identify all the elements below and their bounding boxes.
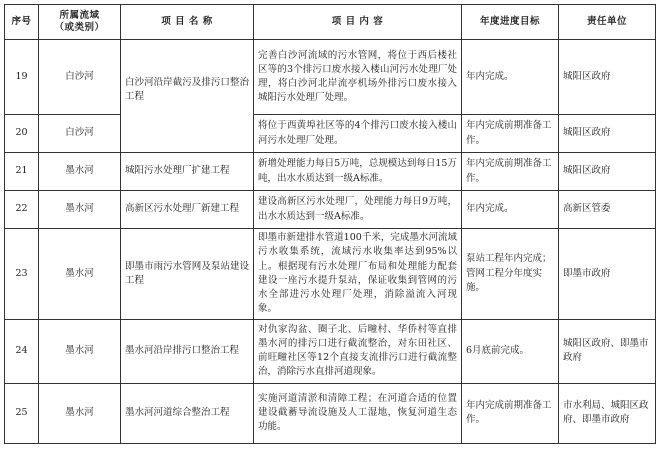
row-no: 19	[5, 40, 39, 115]
row-target: 泵站工程年内完成；管网工程分年度实施。	[462, 229, 559, 320]
row-basin: 白沙河	[39, 115, 121, 153]
row-basin: 墨水河	[39, 383, 121, 443]
row-no: 24	[5, 319, 39, 383]
table-row	[5, 319, 656, 383]
row-basin: 墨水河	[39, 191, 121, 229]
header-content: 项 目 内 容	[254, 5, 462, 40]
header-row	[5, 5, 656, 40]
row-no: 25	[5, 383, 39, 443]
row-basin: 墨水河	[39, 153, 121, 191]
header-no: 序号	[5, 5, 39, 40]
row-target: 年内完成前期准备工作。	[462, 383, 559, 443]
row-unit: 城阳区政府、即墨市政府	[559, 319, 656, 383]
row-name: 墨水河沿岸排污口整治工程	[121, 319, 254, 383]
row-unit: 市水利局、城阳区政府、即墨市政府	[559, 383, 656, 443]
table-row	[5, 153, 656, 191]
row-unit: 城阳区政府	[559, 153, 656, 191]
row-name: 高新区污水处理厂新建工程	[121, 191, 254, 229]
row-content: 实施河道清淤和清障工程；在河道合适的位置建设截蓄导流设施及人工湿地，恢复河道生态功能。	[254, 383, 462, 443]
table-row	[5, 115, 656, 153]
row-no: 20	[5, 115, 39, 153]
row-unit: 高新区管委	[559, 191, 656, 229]
project-table	[4, 4, 656, 444]
table-row	[5, 383, 656, 443]
row-unit: 城阳区政府	[559, 40, 656, 115]
header-name: 项 目 名 称	[121, 5, 254, 40]
row-basin: 墨水河	[39, 229, 121, 320]
row-basin: 墨水河	[39, 319, 121, 383]
row-content: 即墨市新建排水管道100千米，完成墨水河流域污水收集系统，流域污水收集率达到95%以上。根据现有污水处理厂布局和处理能力配套建设一座污水提升泵站，保证收集到管网的污水全部进污水处理厂处理，消除溢流入河现象。	[254, 229, 462, 320]
row-content: 新增处理能力每日5万吨，总规模达到每日15万吨，出水水质达到一级A标准。	[254, 153, 462, 191]
row-name: 城阳污水处理厂扩建工程	[121, 153, 254, 191]
row-name: 墨水河河道综合整治工程	[121, 383, 254, 443]
row-name: 白沙河沿岸截污及排污口整治工程	[121, 40, 254, 153]
table-row	[5, 40, 656, 115]
row-target: 年内完成前期准备工作。	[462, 115, 559, 153]
row-target: 年内完成前期准备工作。	[462, 153, 559, 191]
row-content: 完善白沙河流域的污水管网，将位于西后楼社区等的3个排污口废水接入楼山河污水处理厂处理，将白沙河北岸流亭机场外排污口废水接入城阳污水处理厂处理。	[254, 40, 462, 115]
row-name: 即墨市雨污水管网及泵站建设工程	[121, 229, 254, 320]
row-no: 22	[5, 191, 39, 229]
header-basin: 所属流域 （或类别）	[39, 5, 121, 40]
table-row	[5, 191, 656, 229]
row-content: 对仇家沟盆、圈子北、后疃村、华侨村等直排墨水河的排污口进行截流整治，对东田社区、前旺疃社区等12个直接支流排污口进行截流整治，消除污水直排河道现象。	[254, 319, 462, 383]
row-unit: 城阳区政府	[559, 115, 656, 153]
row-target: 年内完成。	[462, 191, 559, 229]
row-no: 23	[5, 229, 39, 320]
header-target: 年度进度目标	[462, 5, 559, 40]
row-basin: 白沙河	[39, 40, 121, 115]
table-row	[5, 229, 656, 320]
header-unit: 责任单位	[559, 5, 656, 40]
row-target: 年内完成。	[462, 40, 559, 115]
row-content: 将位于西黄埠社区等的4个排污口废水接入楼山河污水处理厂处理。	[254, 115, 462, 153]
row-content: 建设高新区污水处理厂，处理能力每日9万吨，出水水质达到一级A标准。	[254, 191, 462, 229]
row-no: 21	[5, 153, 39, 191]
row-target: 6月底前完成。	[462, 319, 559, 383]
row-unit: 即墨市政府	[559, 229, 656, 320]
